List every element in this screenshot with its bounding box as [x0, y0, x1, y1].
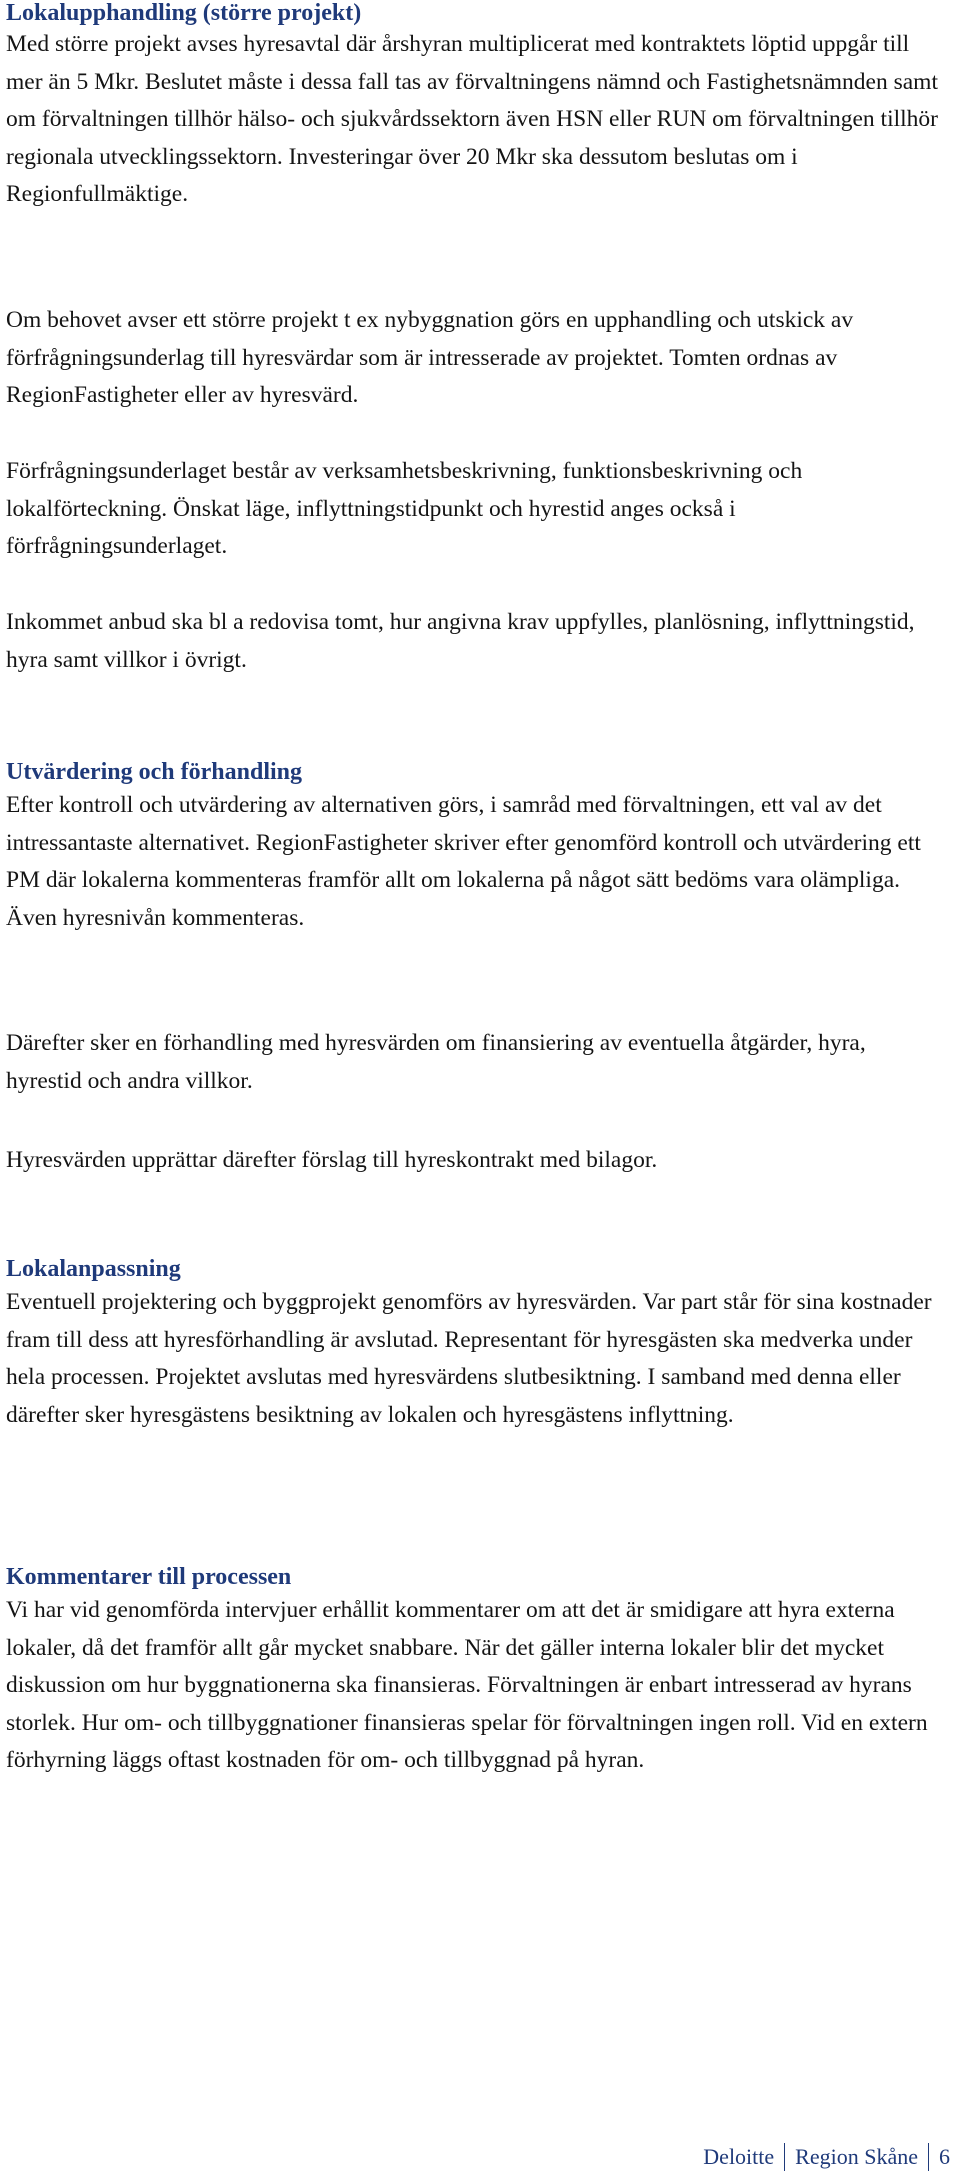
- paragraph: Inkommet anbud ska bl a redovisa tomt, hur angivna krav uppfylles, planlösning, inflyttningstid, hyra samt villkor i övrigt.: [6, 609, 915, 673]
- footer-divider: [928, 2143, 929, 2171]
- paragraph: Eventuell projektering och byggprojekt genomförs av hyresvärden. Var part står för sina kostnader fram till dess att hyresförhandling är avslutad. Representant för hyresgästen ska medverka under hela processen. Projektet avslutas med hyresvärdens slutbesiktning. I samband med denna eller därefter sker hyresgästens besiktning av lokalen och hyresgästens inflyttning.: [6, 1289, 932, 1428]
- paragraph: Därefter sker en förhandling med hyresvärden om finansiering av eventuella åtgärder, hyra, hyrestid och andra villkor.: [6, 1030, 866, 1094]
- paragraph: Förfrågningsunderlaget består av verksamhetsbeskrivning, funktionsbeskrivning och lokalförteckning. Önskat läge, inflyttningstidpunkt och hyrestid anges också i förfrågningsunderlaget.: [6, 458, 803, 559]
- section-heading-lokalupphandling: Lokalupphandling (större projekt): [6, 0, 362, 26]
- paragraph: Om behovet avser ett större projekt t ex nybyggnation görs en upphandling och utskick av förfrågningsunderlag till hyresvärdar som är intresserade av projektet. Tomten ordnas av RegionFastigheter eller av hyresvärd.: [6, 307, 854, 408]
- section-heading-utvardering: Utvärdering och förhandling: [6, 759, 303, 785]
- section-heading-lokalanpassning: Lokalanpassning: [6, 1256, 181, 1282]
- page-footer: [703, 2142, 950, 2172]
- paragraph: Vi har vid genomförda intervjuer erhållit kommentarer om att det är smidigare att hyra externa lokaler, då det framför allt går mycket snabbare. När det gäller interna lokaler blir det mycket diskussion om hur byggnationerna ska finansieras. Förvaltningen är enbart intresserad av hyrans storlek. Hur om- och tillbyggnationer finansieras spelar för förvaltningen ingen roll. Vid en extern förhyrning läggs oftast kostnaden för om- och tillbyggnad på hyran.: [6, 1597, 928, 1773]
- footer-page-number: 6: [939, 2144, 950, 2169]
- footer-divider: [784, 2143, 785, 2171]
- section-heading-kommentarer: Kommentarer till processen: [6, 1564, 292, 1590]
- paragraph: Efter kontroll och utvärdering av alternativen görs, i samråd med förvaltningen, ett val av det intressantaste alternativet. RegionFastigheter skriver efter genomförd kontroll och utvärdering ett PM där lokalerna kommenteras framför allt om lokalerna på något sätt bedöms vara olämpliga. Även hyresnivån kommenteras.: [6, 792, 921, 931]
- paragraph: Hyresvärden upprättar därefter förslag till hyreskontrakt med bilagor.: [6, 1147, 658, 1173]
- paragraph: Med större projekt avses hyresavtal där årshyran multiplicerat med kontraktets löptid uppgår till mer än 5 Mkr. Beslutet måste i dessa fall tas av förvaltningens nämnd och Fastighetsnämnden samt om förvaltningen tillhör hälso- och sjukvårdssektorn även HSN eller RUN om förvaltningen tillhör regionala utvecklingssektorn. Investeringar över 20 Mkr ska dessutom beslutas om i Regionfullmäktige.: [6, 31, 938, 207]
- footer-company: Deloitte: [703, 2144, 775, 2169]
- footer-client: Region Skåne: [795, 2144, 918, 2169]
